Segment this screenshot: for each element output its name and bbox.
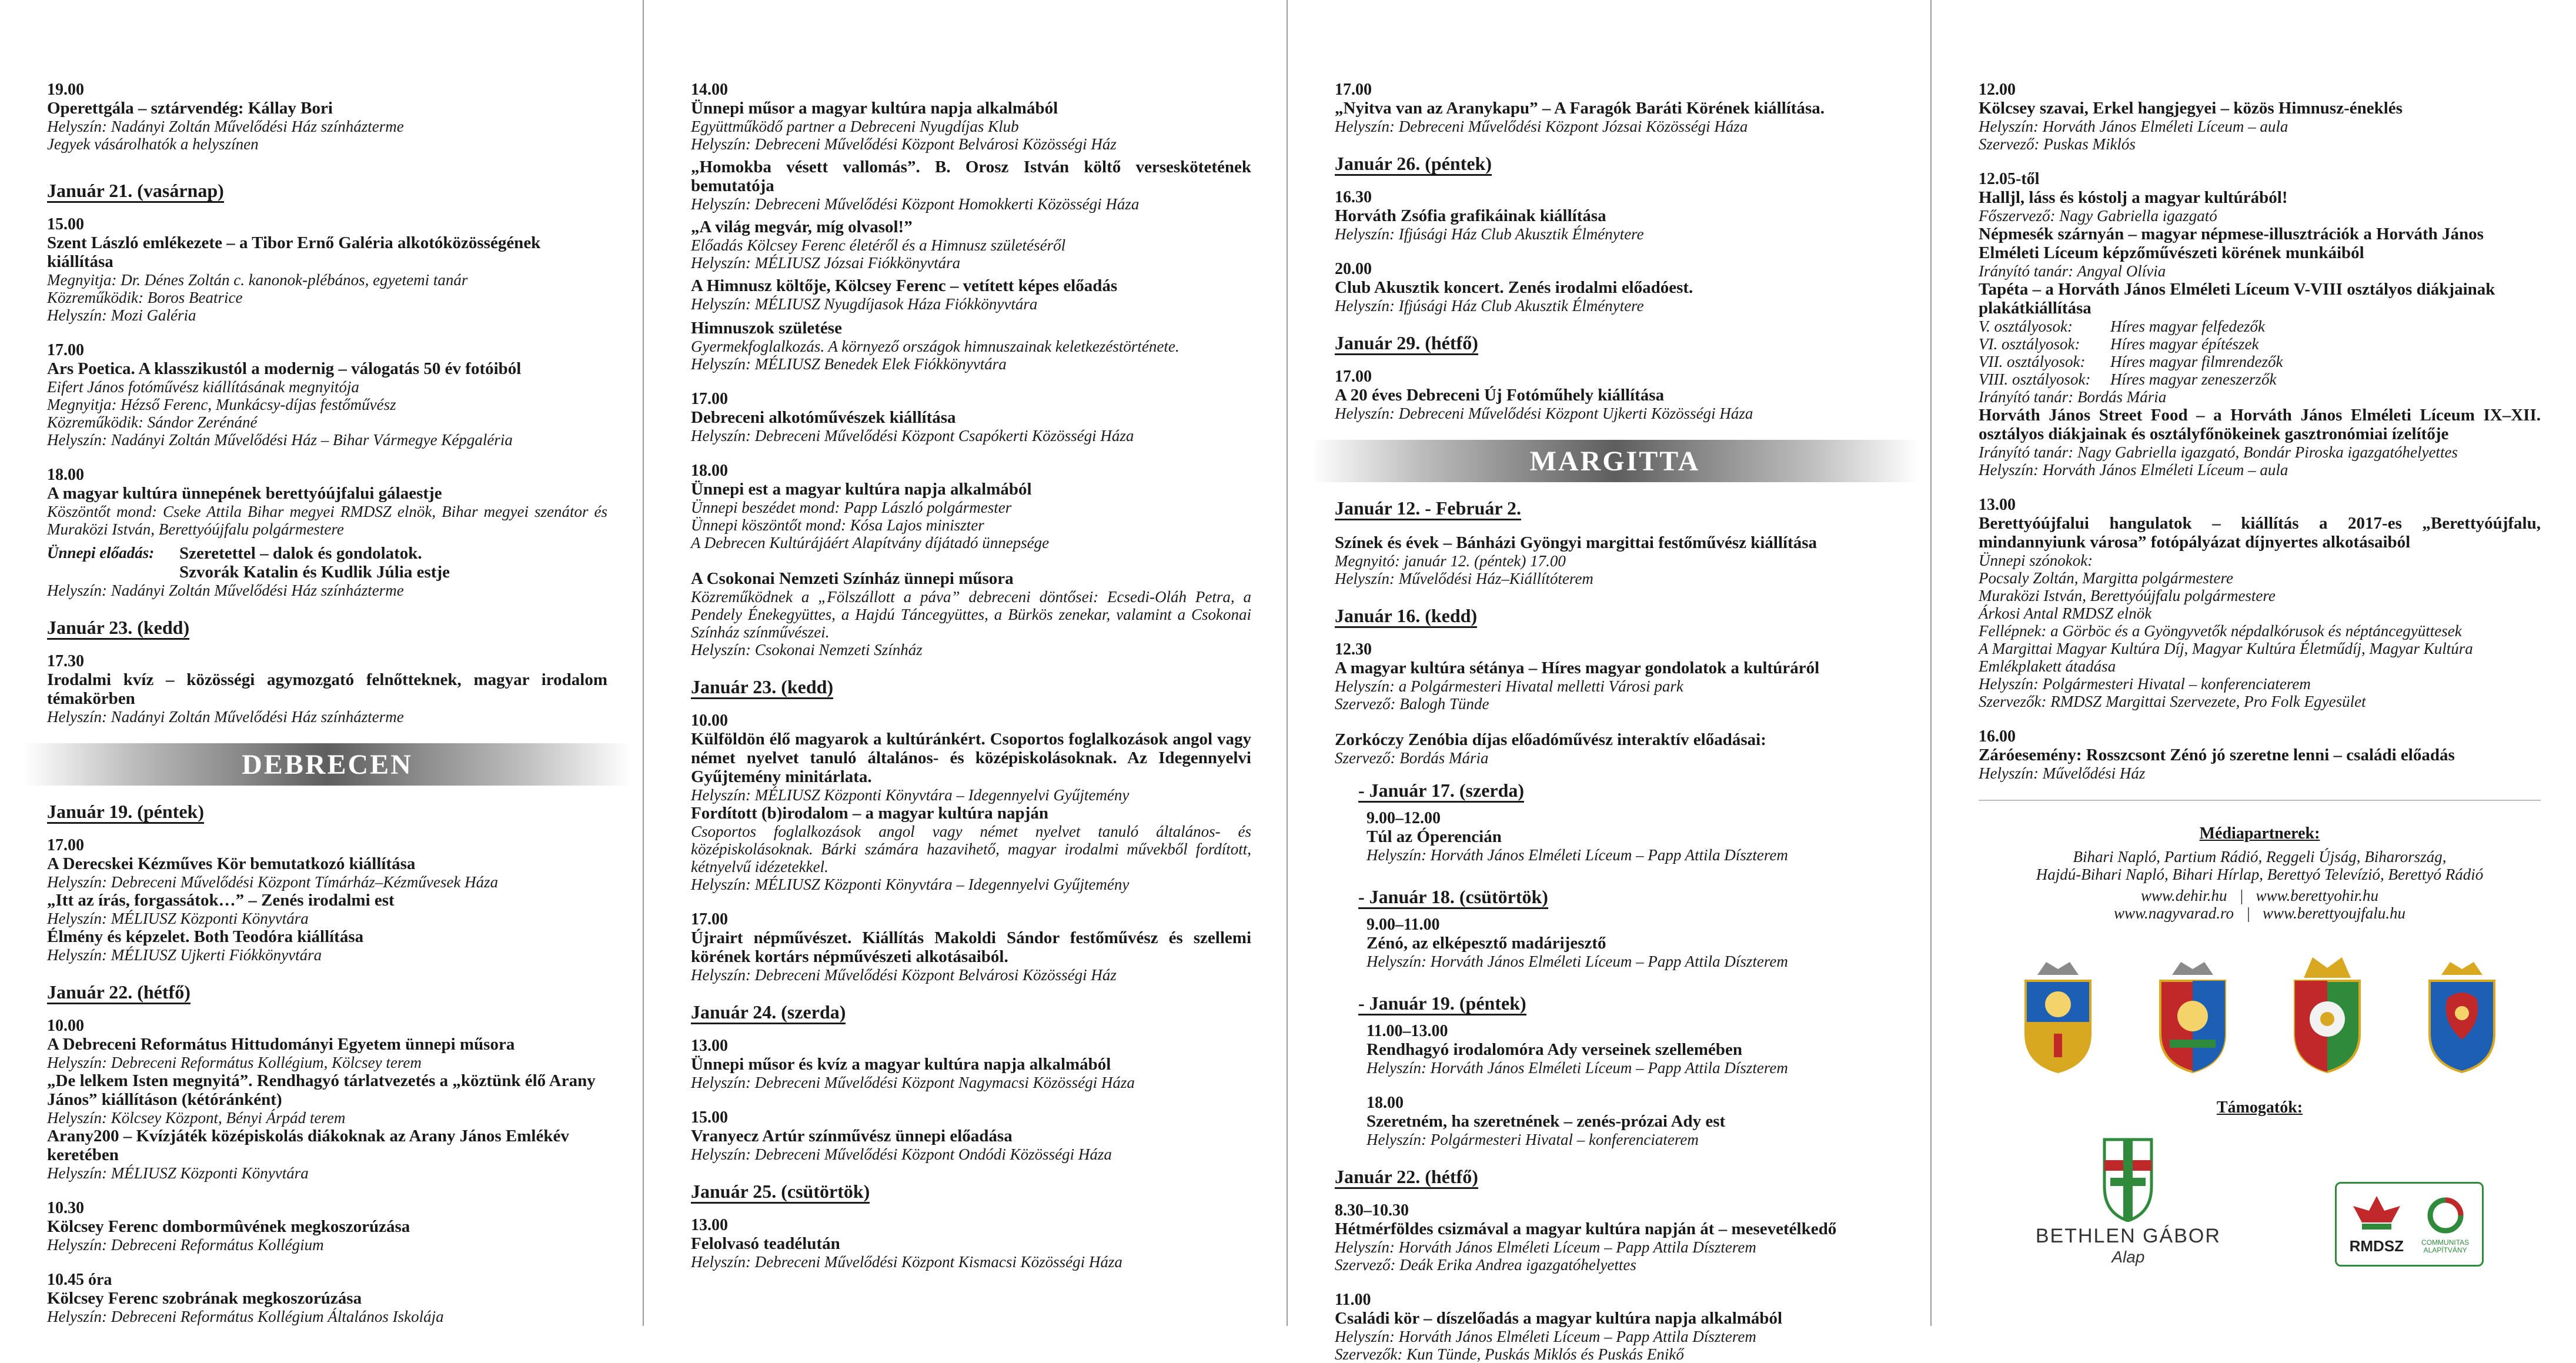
- bethlen-gabor-emblem-icon: [2096, 1134, 2160, 1222]
- website-link[interactable]: www.dehir.hu: [2141, 887, 2227, 904]
- date-heading: Január 16. (kedd): [1335, 605, 1477, 628]
- event-time: 16.00: [1979, 727, 2016, 746]
- event-organizer: Szervező: Bordás Mária: [1335, 749, 1489, 767]
- tulip-icon: [2350, 1193, 2403, 1234]
- website-link[interactable]: www.berettyohir.hu: [2256, 887, 2378, 904]
- event-time: 17.00: [47, 836, 84, 854]
- date-heading: Január 23. (kedd): [47, 617, 189, 640]
- event-title: „Nyitva van az Aranykapu” – A Faragók Baráti Körének kiállítása.: [1335, 99, 1825, 118]
- event-title: A Himnusz költője, Kölcsey Ferenc – vetített képes előadás: [691, 276, 1118, 295]
- column-3: [1288, 0, 1932, 1363]
- event-time: 14.00: [691, 81, 728, 99]
- event: [691, 319, 1251, 373]
- class-topic-row: [1979, 370, 2541, 388]
- event-venue: Helyszín: Nadányi Zoltán Művelődési Ház színházterme: [47, 118, 404, 135]
- event-venue: Helyszín: Mozi Galéria: [47, 306, 196, 324]
- event-title: A Csokonai Nemzeti Színház ünnepi műsora: [691, 569, 1014, 588]
- column-1: [0, 0, 644, 1326]
- event: [691, 218, 1251, 272]
- event-venue: Helyszín: Debreceni Református Kollégium: [47, 1236, 324, 1254]
- event-time: 10.45 óra: [47, 1271, 112, 1289]
- website-link[interactable]: www.nagyvarad.ro: [2114, 904, 2234, 922]
- event-title: Ünnepi est a magyar kultúra napja alkalmából: [691, 480, 1032, 499]
- event: [1366, 810, 1895, 864]
- event-detail: Közreműködnek a „Fölszállott a páva” debreceni döntősei: Ecsedi-Oláh Petra, a Pendely Énekegyüttes, a Hajdú Táncegyüttes, a Bürkös zenekar, valamint a Csokonai Színház színművészei.: [691, 588, 1251, 641]
- event-title: „Homokba vésett vallomás”. B. Orosz István költő verseskötetének bemutatója: [691, 158, 1251, 195]
- event-time: 17.00: [47, 341, 84, 359]
- class-label: VI. osztályosok:: [1979, 335, 2080, 353]
- event: [47, 342, 607, 449]
- event: [691, 1037, 1251, 1091]
- class-topic-row: [1979, 318, 2541, 335]
- event-venue: Helyszín: Debreceni Művelődési Központ Csapókerti Közösségi Háza: [691, 427, 1134, 445]
- event-detail: A Debrecen Kultúrájáért Alapítvány díjátadó ünnepsége: [691, 534, 1050, 552]
- event-venue: Helyszín: Horváth János Elméleti Líceum – aula: [1979, 118, 2288, 135]
- event-title: Vranyecz Artúr színművész ünnepi előadása: [691, 1127, 1013, 1145]
- event-venue: Helyszín: Horváth János Elméleti Líceum – Papp Attila Díszterem: [1335, 1328, 1756, 1345]
- date-heading: Január 22. (hétfő): [1335, 1166, 1478, 1189]
- event-title: Szeretném, ha szeretnének – zenés-prózai Ady est: [1366, 1112, 1726, 1131]
- event-venue: Helyszín: Debreceni Művelődési Központ Józsai Közösségi Háza: [1335, 118, 1748, 135]
- event: [691, 158, 1251, 213]
- event: [1335, 1202, 1895, 1274]
- event: [1335, 189, 1895, 243]
- event-venue: Helyszín: Polgármesteri Hivatal – konferenciaterem: [1979, 675, 2311, 693]
- event-title: Hétmérföldes csizmával a magyar kultúra napján át – mesevetélkedő: [1335, 1220, 1837, 1238]
- sub-schedule: [1358, 775, 1895, 1148]
- event: [1335, 260, 1895, 315]
- event-detail: Csoportos foglalkozások angol vagy német nyelvet tanuló általános- és középiskolásoknak. Bárki számára hazavihető, magyar irodalmi művekből fordított, kétnyelvű idézetekkel.: [691, 823, 1251, 876]
- event: [1366, 1094, 1895, 1148]
- event-venue: Helyszín: Horváth János Elméleti Líceum – Papp Attila Díszterem: [1366, 846, 1788, 864]
- event-note: Jegyek vásárolhatók a helyszínen: [47, 135, 259, 153]
- event-time: 20.00: [1335, 260, 1372, 278]
- date-heading: Január 22. (hétfő): [47, 981, 191, 1004]
- event-time: 10.30: [47, 1199, 84, 1217]
- event-organizer: Szervező: Puskas Miklós: [1979, 135, 2136, 153]
- media-partners-line: Hajdú-Bihari Napló, Bihari Hírlap, Berettyó Televízió, Berettyó Rádió: [2036, 866, 2484, 883]
- event-title: Rendhagyó irodalomóra Ady verseinek szellemében: [1366, 1040, 1743, 1059]
- event-time: 12.05-től: [1979, 170, 2040, 188]
- event-detail: Megnyitja: Dr. Dénes Zoltán c. kanonok-plébános, egyetemi tanár: [47, 271, 468, 289]
- performance-row: [47, 544, 607, 582]
- event-venue: Helyszín: MÉLIUSZ Józsai Fiókkönyvtára: [691, 254, 961, 272]
- event: [1335, 533, 1895, 587]
- event-time: 15.00: [691, 1108, 728, 1127]
- event-title: „A világ megvár, míg olvasol!”: [691, 218, 913, 236]
- event: [47, 1017, 607, 1182]
- websites-line: [1979, 887, 2541, 904]
- communitas-ring-icon: [2422, 1195, 2469, 1236]
- column-2: [644, 0, 1288, 1326]
- event-detail: Ünnepi szónokok:: [1979, 552, 2093, 569]
- date-heading: Január 23. (kedd): [691, 676, 833, 699]
- performance-performers: Szvorák Katalin és Kudlik Júlia estje: [179, 563, 450, 582]
- date-heading: Január 24. (szerda): [691, 1001, 846, 1024]
- event-title: Horváth Zsófia grafikáinak kiállítása: [1335, 206, 1606, 225]
- event-time: 18.00: [47, 466, 84, 484]
- media-partners-title: Médiapartnerek:: [2199, 824, 2320, 843]
- event-title: Szent László emlékezete – a Tibor Ernő Galéria alkotóközösségének kiállítása: [47, 233, 541, 271]
- event-time: 13.00: [691, 1037, 728, 1055]
- event-title: Halljl, láss és kóstolj a magyar kultúrából!: [1979, 188, 2288, 207]
- event-time: 17.30: [47, 652, 84, 670]
- event-detail: Árkosi Antal RMDSZ elnök: [1979, 604, 2152, 622]
- event-title: A 20 éves Debreceni Új Fotóműhely kiállítása: [1335, 386, 1665, 405]
- coat-of-arms-icon: [2014, 951, 2102, 1075]
- event-title: Népmesék szárnyán – magyar népmese-illusztrációk a Horváth János Elméleti Líceum képzőművészeti körének munkáiból: [1979, 225, 2484, 262]
- event-time: 19.00: [47, 81, 84, 99]
- event-title: Horváth János Street Food – a Horváth János Elméleti Líceum IX–XII. osztályos diákjainak és osztályfőnökeinek gasztronómiai ízelítője: [1979, 406, 2541, 443]
- date-heading: Január 25. (csütörtök): [691, 1181, 870, 1204]
- event-detail: Irányító tanár: Angyal Olívia: [1979, 262, 2166, 280]
- event-detail: Muraközi István, Berettyóújfalu polgármestere: [1979, 587, 2276, 604]
- event-organizer: Szervezők: RMDSZ Margittai Szervezete, Pro Folk Egyesület: [1979, 693, 2366, 710]
- event-title: Debreceni alkotóművészek kiállítása: [691, 408, 956, 427]
- date-heading: Január 12. - Február 2.: [1335, 497, 1521, 520]
- event: [47, 1200, 607, 1254]
- bethlen-gabor-name: BETHLEN GÁBOR: [2035, 1225, 2221, 1247]
- event-time: 17.00: [1335, 81, 1372, 99]
- event: [47, 466, 607, 599]
- event-venue: Helyszín: Ifjúsági Ház Club Akusztik Élménytere: [1335, 297, 1644, 315]
- event-time: 10.00: [691, 711, 728, 730]
- event-time: 17.00: [1335, 368, 1372, 386]
- event: [1366, 1023, 1895, 1077]
- event-time: 11.00: [1335, 1291, 1371, 1309]
- event-title: Zénó, az elképesztő madárijesztő: [1366, 934, 1606, 953]
- event-venue: Helyszín: MÉLIUSZ Központi Könyvtára: [47, 1164, 309, 1182]
- event-title: Családi kör – díszelőadás a magyar kultúra napja alkalmából: [1335, 1309, 1783, 1328]
- event-title: Kölcsey Ferenc szobrának megkoszorúzása: [47, 1289, 362, 1308]
- class-topic: Híres magyar építészek: [2110, 335, 2259, 353]
- event-title: Újrairt népművészet. Kiállítás Makoldi Sándor festőművész és szellemi körének kortárs népművészeti alkotásaiból.: [691, 928, 1251, 966]
- event: [1979, 81, 2541, 153]
- event-title: Ünnepi műsor a magyar kultúra napja alkalmából: [691, 99, 1058, 118]
- event-detail: Irányító tanár: Nagy Gabriella igazgató, Bondár Piroska igazgatóhelyettes: [1979, 443, 2458, 461]
- event: [1335, 368, 1895, 422]
- event-organizer: Főszervező: Nagy Gabriella igazgató: [1979, 207, 2217, 225]
- event: [47, 81, 607, 153]
- event-detail: Megnyitja: Hézső Ferenc, Munkácsy-díjas festőművész: [47, 396, 396, 413]
- event-title: A magyar kultúra ünnepének berettyóújfalui gálaestje: [47, 484, 442, 503]
- event: [1366, 916, 1895, 970]
- event-time: 13.00: [691, 1216, 728, 1234]
- event-venue: Helyszín: Debreceni Művelődési Központ Ujkerti Közösségi Háza: [1335, 405, 1753, 422]
- event-detail: Közreműködik: Boros Beatrice: [47, 289, 243, 306]
- event-title: Irodalmi kvíz – közösségi agymozgató felnőtteknek, magyar irodalom témakörben: [47, 670, 607, 708]
- event-title: Felolvasó teadélután: [691, 1234, 840, 1253]
- sponsors: [1979, 1098, 2541, 1267]
- website-link[interactable]: www.berettyoujfalu.hu: [2262, 904, 2405, 922]
- event-venue: Helyszín: Művelődési Ház–Kiállítóterem: [1335, 570, 1593, 587]
- event-time: 15.00: [47, 215, 84, 233]
- event-venue: Helyszín: Nadányi Zoltán Művelődési Ház – Bihar Vármegye Képgaléria: [47, 431, 513, 449]
- bethlen-gabor-suffix: Alap: [2111, 1248, 2145, 1266]
- bethlen-gabor-alap-logo: [2036, 1134, 2221, 1267]
- event: [691, 569, 1251, 659]
- event-title: Zorkóczy Zenóbia díjas előadóművész interaktív előadásai:: [1335, 730, 1766, 749]
- event: [1335, 81, 1895, 135]
- event-venue: Helyszín: Debreceni Református Kollégium Általános Iskolája: [47, 1308, 444, 1325]
- event-title: Club Akusztik koncert. Zenés irodalmi előadóest.: [1335, 278, 1693, 297]
- separator: |: [2239, 887, 2244, 904]
- communitas-suffix: ALAPÍTVÁNY: [2423, 1245, 2467, 1254]
- class-topic: Híres magyar zeneszerzők: [2110, 370, 2277, 388]
- event: [1979, 171, 2541, 479]
- date-heading: Január 29. (hétfő): [1335, 332, 1478, 355]
- class-topic-row: [1979, 353, 2541, 370]
- event-title: „Itt az írás, forgassátok…” – Zenés irodalmi est: [47, 891, 395, 910]
- event-venue: Helyszín: Horváth János Elméleti Líceum – Papp Attila Díszterem: [1335, 1238, 1756, 1256]
- event-venue: Helyszín: Polgármesteri Hivatal – konferenciaterem: [1366, 1131, 1699, 1148]
- event-time: 12.00: [1979, 81, 2016, 99]
- separator: |: [2246, 904, 2251, 922]
- date-heading: Január 21. (vasárnap): [47, 180, 224, 203]
- event: [691, 1109, 1251, 1163]
- event: [1979, 496, 2541, 710]
- event: [1979, 728, 2541, 782]
- event-detail: Irányító tanár: Bordás Mária: [1979, 388, 2167, 406]
- event-detail: A Margittai Magyar Kultúra Díj, Magyar Kultúra Életműdíj, Magyar Kultúra Emlékplakett átadása: [1979, 640, 2473, 675]
- event-organizer: Szervező: Deák Erika Andrea igazgatóhelyettes: [1335, 1256, 1636, 1274]
- sponsor-logos: [1979, 1134, 2541, 1267]
- event-time: 17.00: [691, 390, 728, 408]
- column-4: [1932, 0, 2576, 1326]
- event: [691, 276, 1251, 313]
- event-venue: Helyszín: MÉLIUSZ Központi Könyvtára – Idegennyelvi Gyűjtemény: [691, 876, 1130, 893]
- event: [691, 81, 1251, 153]
- event-venue: Helyszín: Művelődési Ház: [1979, 764, 2146, 782]
- event-venue: Helyszín: Kölcsey Központ, Bényi Árpád terem: [47, 1109, 346, 1127]
- event-title: „De lelkem Isten megnyitá”. Rendhagyó tárlatvezetés a „köztünk élő Arany János” kiállításon (kétóránként): [47, 1071, 596, 1109]
- performance-title: Szeretettel – dalok és gondolatok.: [179, 544, 422, 563]
- event-detail: Közreműködik: Sándor Zerénáné: [47, 413, 258, 431]
- class-label: V. osztályosok:: [1979, 318, 2073, 335]
- class-topic: Híres magyar filmrendezők: [2110, 353, 2283, 370]
- communitas-logo: [2421, 1195, 2469, 1254]
- event-detail: Eifert János fotóművész kiállításának megnyitója: [47, 378, 359, 396]
- event-venue: Helyszín: Debreceni Művelődési Központ Tímárház–Kézművesek Háza: [47, 873, 499, 891]
- rmdsz-logo: [2350, 1193, 2404, 1255]
- event-detail: Fellépnek: a Görböc és a Gyöngyvetők népdalkórusok és néptáncegyüttesek: [1979, 622, 2462, 640]
- coat-of-arms-icon: [2418, 951, 2506, 1075]
- event: [1335, 641, 1895, 713]
- event-time: 18.00: [691, 462, 728, 480]
- event-title: Ünnepi műsor és kvíz a magyar kultúra napja alkalmából: [691, 1055, 1111, 1074]
- event-time: 17.00: [691, 910, 728, 928]
- event-title: A magyar kultúra sétánya – Híres magyar gondolatok a kultúráról: [1335, 659, 1820, 677]
- event-title: A Derecskei Kézműves Kör bemutatkozó kiállítása: [47, 854, 416, 873]
- event-title: Külföldön élő magyarok a kultúránkért. Csoportos foglalkozások angol vagy német nyelvet tanuló általános- és középiskolásoknak. Az Idegennyelvi Gyűjtemény minitárlata.: [691, 730, 1251, 786]
- coat-of-arms-icon: [2283, 951, 2371, 1075]
- section-band-debrecen: DEBRECEN: [24, 743, 631, 786]
- event-detail: Pocsaly Zoltán, Margitta polgármestere: [1979, 569, 2233, 587]
- event: [1335, 730, 1895, 767]
- event-venue: Helyszín: Horváth János Elméleti Líceum – aula: [1979, 461, 2288, 479]
- event-venue: Helyszín: Nadányi Zoltán Művelődési Ház színházterme: [47, 708, 404, 726]
- event-title: Berettyóújfalui hangulatok – kiállítás a 2017-es „Berettyóújfalu, mindannyiunk városa” fotópályázat díjnyertes alkotásaiból: [1979, 514, 2541, 552]
- event-detail: Ünnepi beszédet mond: Papp László polgármester: [691, 499, 1012, 516]
- event-detail: Köszöntőt mond: Cseke Attila Bihar megyei RMDSZ elnök, Bihar megyei szenátor és Muraközi István, Berettyóújfalu polgármestere: [47, 503, 607, 538]
- event-venue: Helyszín: Horváth János Elméleti Líceum – Papp Attila Díszterem: [1366, 1059, 1788, 1077]
- event: [691, 911, 1251, 984]
- section-band-margitta: MARGITTA: [1311, 440, 1919, 482]
- event-detail: Ünnepi köszöntőt mond: Kósa Lajos miniszter: [691, 516, 984, 534]
- class-label: VIII. osztályosok:: [1979, 370, 2091, 388]
- event-detail: Előadás Kölcsey Ferenc életéről és a Himnusz születéséről: [691, 236, 1066, 254]
- event-title: Túl az Óperencián: [1366, 827, 1502, 846]
- event-title: Élmény és képzelet. Both Teodóra kiállítása: [47, 927, 364, 946]
- event: [691, 1217, 1251, 1271]
- event: [691, 462, 1251, 552]
- event-venue: Helyszín: Debreceni Művelődési Központ Ondódi Közösségi Háza: [691, 1145, 1112, 1163]
- event-title: Ars Poetica. A klasszikustól a modernig – válogatás 50 év fotóiból: [47, 359, 522, 378]
- class-topic-row: [1979, 335, 2541, 353]
- event: [47, 837, 607, 964]
- event-venue: Helyszín: Ifjúsági Ház Club Akusztik Élménytere: [1335, 225, 1644, 243]
- class-label: VII. osztályosok:: [1979, 353, 2086, 370]
- event-title: Tapéta – a Horváth János Elméleti Líceum V-VIII osztályos diákjainak plakátkiállítása: [1979, 280, 2495, 318]
- coat-of-arms-icon: [2149, 951, 2237, 1075]
- event: [47, 216, 607, 324]
- class-topic: Híres magyar felfedezők: [2110, 318, 2265, 335]
- event: [691, 712, 1251, 893]
- websites-line: [1979, 904, 2541, 922]
- event-title: Operettgála – sztárvendég: Kállay Bori: [47, 99, 333, 118]
- event-venue: Helyszín: a Polgármesteri Hivatal melletti Városi park: [1335, 677, 1683, 695]
- event-venue: Helyszín: MÉLIUSZ Központi Könyvtára: [47, 910, 309, 927]
- rmdsz-name: RMDSZ: [2349, 1237, 2404, 1255]
- rmdsz-communitas-logo: [2335, 1182, 2484, 1267]
- event-organizer: Szervezők: Kun Tünde, Puskás Miklós és Puskás Enikő: [1335, 1345, 1684, 1363]
- event-time: 12.30: [1335, 640, 1372, 659]
- event-title: Színek és évek – Bánházi Gyöngyi margittai festőművész kiállítása: [1335, 533, 1817, 552]
- event-venue: Helyszín: Csokonai Nemzeti Színház: [691, 641, 923, 659]
- event-time: 8.30–10.30: [1335, 1201, 1409, 1220]
- event-venue: Helyszín: MÉLIUSZ Ujkerti Fiókkönyvtára: [47, 946, 322, 964]
- event-detail: Együttműködő partner a Debreceni Nyugdíjas Klub: [691, 118, 1019, 135]
- sub-date-heading: - Január 17. (szerda): [1358, 780, 1524, 803]
- media-partners-line: Bihari Napló, Partium Rádió, Reggeli Újság, Biharország,: [2073, 848, 2447, 866]
- event-venue: Helyszín: Horváth János Elméleti Líceum – Papp Attila Díszterem: [1366, 953, 1788, 970]
- event-time: 18.00: [1366, 1094, 1404, 1112]
- communitas-name: COMMUNITAS: [2421, 1238, 2470, 1247]
- event-title: Kölcsey szavai, Erkel hangjegyei – közös Himnusz-éneklés: [1979, 99, 2403, 118]
- event-venue: Helyszín: MÉLIUSZ Benedek Elek Fiókkönyvtára: [691, 355, 1007, 373]
- event-venue: Helyszín: Debreceni Református Kollégium, Kölcsey terem: [47, 1054, 422, 1071]
- event-time: 9.00–12.00: [1366, 809, 1441, 827]
- event-venue: Helyszín: Debreceni Művelődési Központ Homokkerti Közösségi Háza: [691, 195, 1140, 213]
- event-time: 9.00–11.00: [1366, 916, 1440, 934]
- event: [47, 653, 607, 726]
- event: [1335, 1291, 1895, 1363]
- event: [691, 390, 1251, 445]
- media-partners: [1979, 824, 2541, 922]
- coats-of-arms: [1990, 951, 2529, 1075]
- date-heading: Január 19. (péntek): [47, 801, 204, 824]
- sub-date-heading: - Január 19. (péntek): [1358, 993, 1526, 1015]
- divider: [1979, 800, 2541, 801]
- performance-label: Ünnepi előadás:: [47, 544, 155, 562]
- event-organizer: Szervező: Balogh Tünde: [1335, 695, 1489, 713]
- event-time: 11.00–13.00: [1366, 1022, 1448, 1040]
- event-title: A Debreceni Református Hittudományi Egyetem ünnepi műsora: [47, 1035, 515, 1054]
- event-time: 10.00: [47, 1017, 84, 1035]
- event-title: Kölcsey Ferenc dombormûvének megkoszorúzása: [47, 1217, 410, 1236]
- event-title: Záróesemény: Rosszcsont Zénó jó szeretne lenni – családi előadás: [1979, 746, 2455, 764]
- event-time: 16.30: [1335, 188, 1372, 206]
- event-detail: Gyermekfoglalkozás. A környező országok himnuszainak keletkezéstörténete.: [691, 338, 1180, 355]
- event-title: Himnuszok születése: [691, 319, 842, 338]
- event-venue: Helyszín: Debreceni Művelődési Központ Nagymacsi Közösségi Háza: [691, 1074, 1135, 1091]
- sponsors-title: Támogatók:: [2216, 1098, 2303, 1117]
- event-venue: Helyszín: MÉLIUSZ Központi Könyvtára – Idegennyelvi Gyűjtemény: [691, 786, 1130, 804]
- event-time: 13.00: [1979, 496, 2016, 514]
- event-venue: Helyszín: MÉLIUSZ Nyugdíjasok Háza Fiókkönyvtára: [691, 295, 1038, 313]
- date-heading: Január 26. (péntek): [1335, 153, 1492, 176]
- event-title: Fordított (b)irodalom – a magyar kultúra napján: [691, 804, 1048, 823]
- event: [47, 1271, 607, 1325]
- event-venue: Helyszín: Nadányi Zoltán Művelődési Ház színházterme: [47, 582, 404, 599]
- event-venue: Helyszín: Debreceni Művelődési Központ Kismacsi Közösségi Háza: [691, 1253, 1122, 1271]
- event-venue: Helyszín: Debreceni Művelődési Központ Belvárosi Közösségi Ház: [691, 135, 1117, 153]
- event-detail: Megnyitó: január 12. (péntek) 17.00: [1335, 552, 1566, 570]
- event-title: Arany200 – Kvízjáték középiskolás diákoknak az Arany János Emlékév keretében: [47, 1127, 569, 1164]
- event-venue: Helyszín: Debreceni Művelődési Központ Belvárosi Közösségi Ház: [691, 966, 1117, 984]
- sub-date-heading: - Január 18. (csütörtök): [1358, 886, 1548, 909]
